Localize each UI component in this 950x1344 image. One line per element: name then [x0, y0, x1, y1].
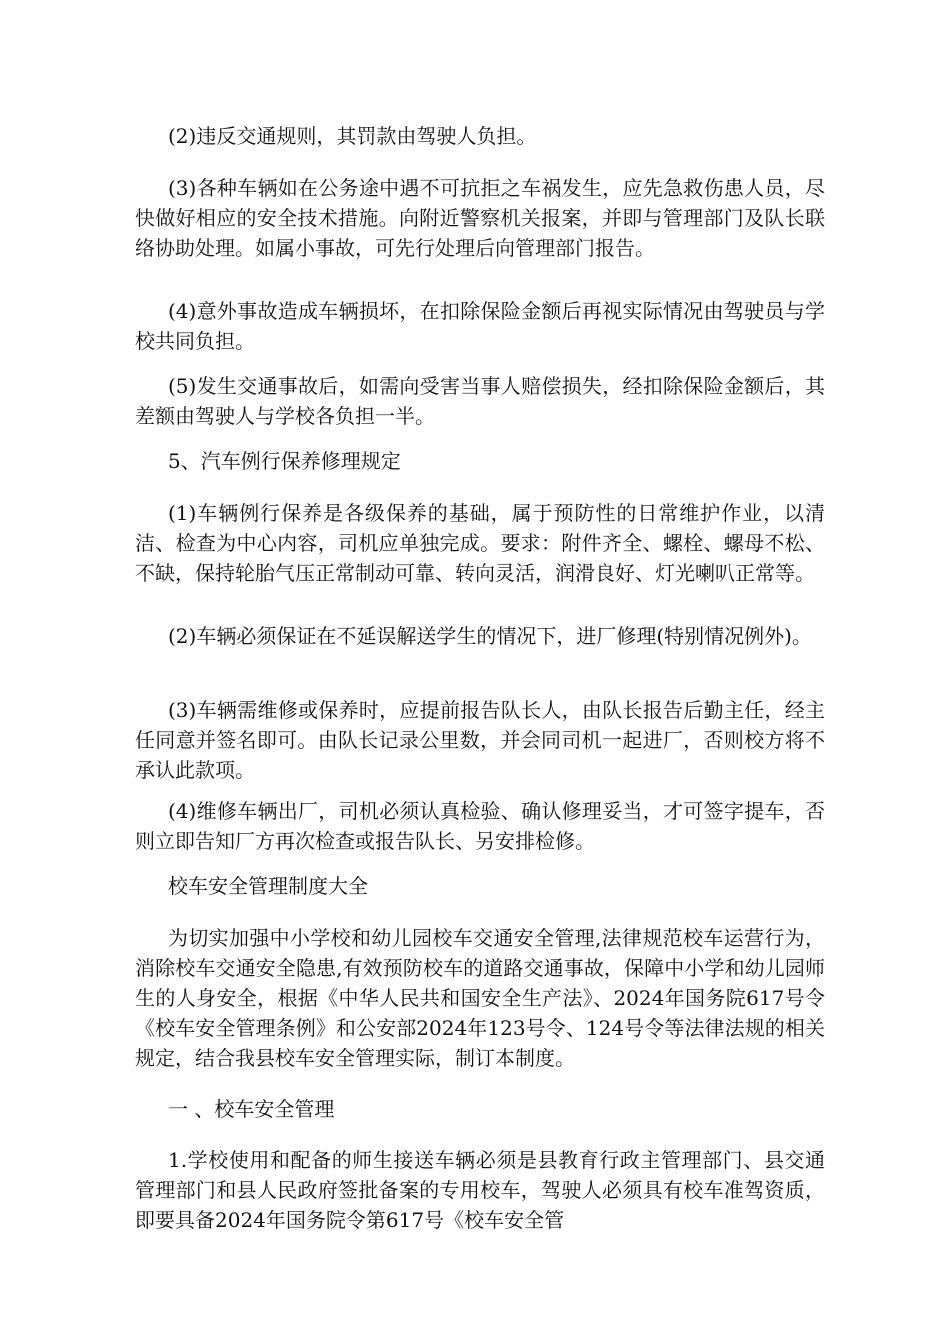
paragraph-traffic-violation-fine: (2)违反交通规则，其罚款由驾驶人负担。: [168, 124, 537, 148]
paragraph-accident-damage: (4)意外事故造成车辆损坏，在扣除保险金额后再视实际情况由驾驶员与学校共同负担。: [135, 299, 825, 353]
paragraph-introduction: 为切实加强中小学校和幼儿园校车交通安全管理,法律规范校车运营行为，消除校车交通安全隐患,有效预防校车的道路交通事故，保障中小学和幼儿园师生的人身安全，根据《中华人民共和国安全生产法》、2024年国务院617号令《校车安全管理条例》和公安部2024年123号令、124号令等法律法规的相关规定，结合我县校车安全管理实际，制订本制度。: [135, 926, 825, 1070]
paragraph-repair-inspection: (4)维修车辆出厂，司机必须认真检验、确认修理妥当，才可签字提车，否则立即告知厂方再次检查或报告队长、另安排检修。: [135, 799, 825, 853]
paragraph-repair-approval: (3)车辆需维修或保养时，应提前报告队长人，由队长报告后勤主任，经主任同意并签名即可。由队长记录公里数，并会同司机一起进厂，否则校方将不承认此款项。: [135, 698, 825, 782]
paragraph-repair-scheduling: (2)车辆必须保证在不延误解送学生的情况下，进厂修理(特别情况例外)。: [168, 624, 812, 648]
paragraph-accident-emergency: (3)各种车辆如在公务途中遇不可抗拒之车祸发生，应先急救伤患人员，尽快做好相应的安全技术措施。向附近警察机关报案，并即与管理部门及队长联络协助处理。如属小事故，可先行处理后向管理部门报告。: [135, 176, 825, 260]
document-title: 校车安全管理制度大全: [168, 874, 368, 898]
section-heading-maintenance: 5、汽车例行保养修理规定: [168, 449, 401, 473]
paragraph-vehicle-requirements: 1.学校使用和配备的师生接送车辆必须是县教育行政主管理部门、县交通管理部门和县人民政府签批备案的专用校车，驾驶人必须具有校车准驾资质，即要具备2024年国务院令第617号《校车安全管: [135, 1148, 825, 1232]
paragraph-routine-maintenance: (1)车辆例行保养是各级保养的基础，属于预防性的日常维护作业，以清洁、检查为中心内容，司机应单独完成。要求：附件齐全、螺栓、螺母不松、不缺，保持轮胎气压正常制动可靠、转向灵活，润滑良好、灯光喇叭正常等。: [135, 501, 825, 585]
paragraph-compensation: (5)发生交通事故后，如需向受害当事人赔偿损失，经扣除保险金额后，其差额由驾驶人与学校各负担一半。: [135, 374, 825, 428]
section-heading-school-bus-safety: 一 、校车安全管理: [168, 1097, 335, 1121]
